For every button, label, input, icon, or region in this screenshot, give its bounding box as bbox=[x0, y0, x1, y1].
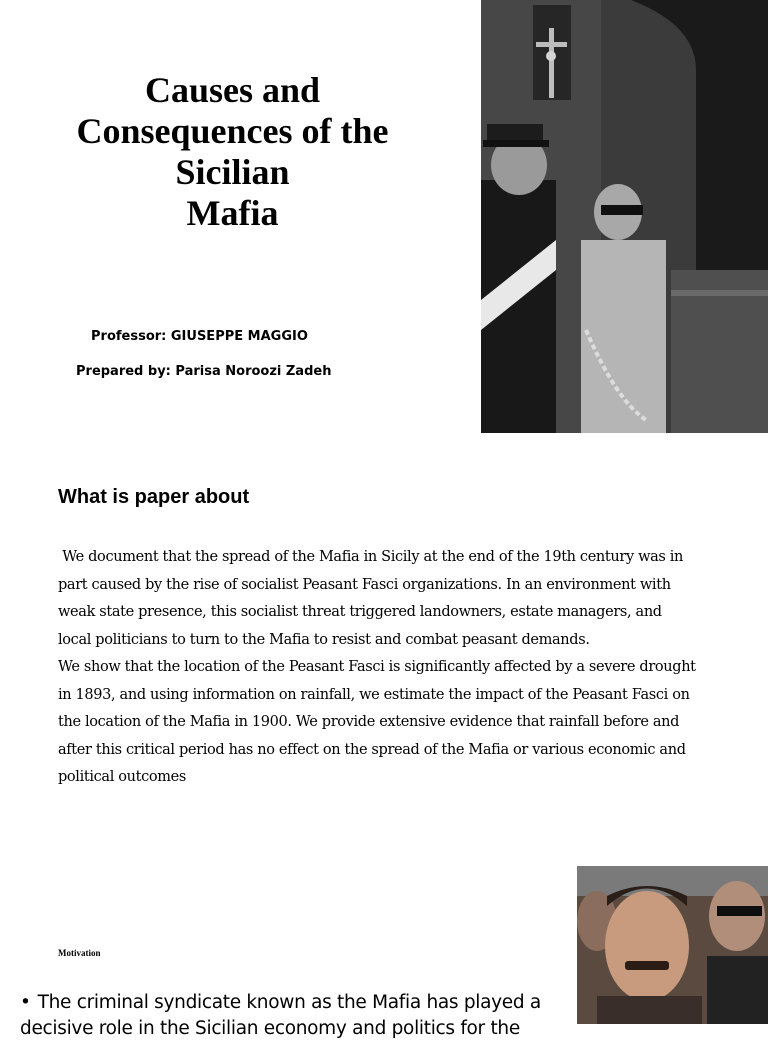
trial-photo bbox=[481, 0, 768, 433]
portrait-photo bbox=[577, 866, 768, 1024]
author-credit: Prepared by: Parisa Noroozi Zadeh bbox=[76, 364, 332, 379]
bullet-text: The criminal syndicate known as the Mafia has played a decisive role in the Sicilian economy and politics for the bbox=[20, 992, 541, 1039]
professor-credit: Professor: GIUSEPPE MAGGIO bbox=[91, 329, 308, 344]
document-title bbox=[40, 70, 425, 234]
title-line: Consequences of the bbox=[76, 111, 389, 151]
abstract-paragraph bbox=[58, 544, 698, 654]
title-line: Sicilian bbox=[175, 152, 290, 192]
paper-abstract bbox=[58, 544, 698, 792]
bullet-marker: • bbox=[20, 992, 31, 1013]
section-heading: What is paper about bbox=[58, 486, 250, 508]
title-line: Causes and bbox=[144, 70, 321, 110]
abstract-paragraph-text: We document that the spread of the Mafia in Sicily at the end of the 19th century was in part caused by the rise of socialist Peasant Fasci organizations. In an environment with weak state presence, this socialist threat triggered landowners, estate managers, and local politicians to turn to the Mafia to resist and combat peasant demands. bbox=[58, 549, 684, 648]
motivation-bullet bbox=[20, 990, 550, 1042]
abstract-paragraph: We show that the location of the Peasant Fasci is significantly affected by a severe drought in 1893, and using information on rainfall, we estimate the impact of the Peasant Fasci on the location of the Mafia in 1900. We provide extensive evidence that rainfall before and after this critical period has no effect on the spread of the Mafia or various economic and political outcomes bbox=[58, 659, 696, 785]
motivation-label: Motivation bbox=[58, 948, 101, 958]
title-line: Mafia bbox=[186, 193, 279, 233]
